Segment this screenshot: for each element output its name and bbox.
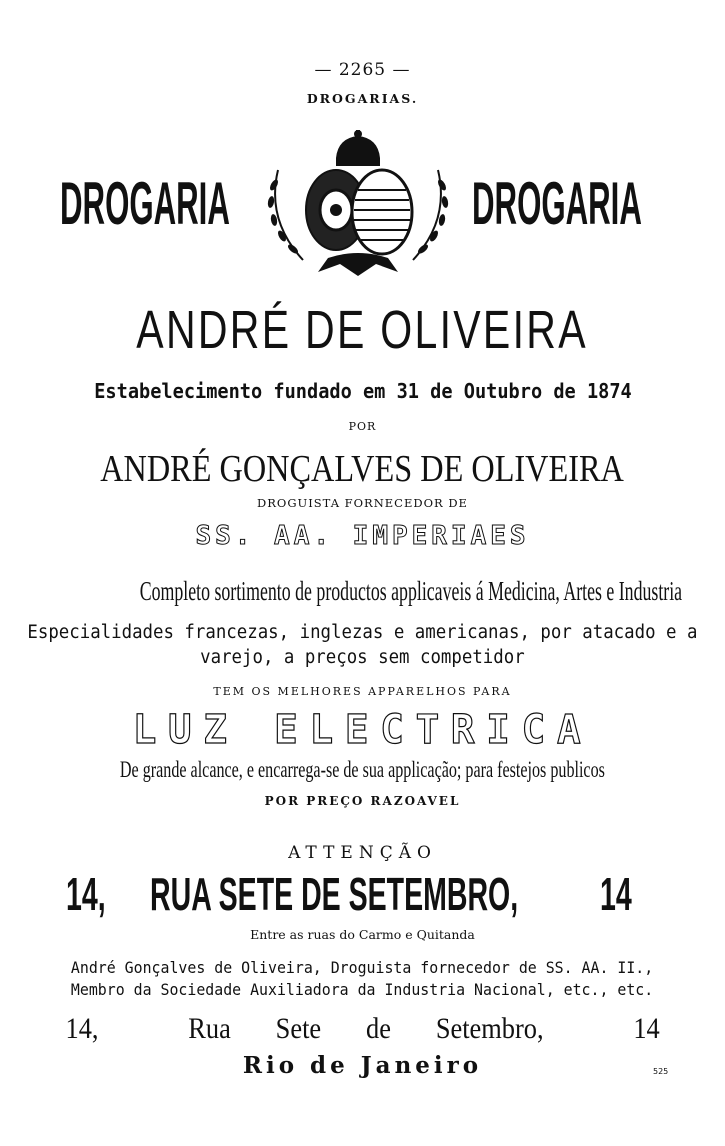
specialties-text: Especialidades francezas, inglezas e americanas, por atacado e a varejo, a preços sem competidor — [27, 622, 698, 668]
business-name: ANDRÉ DE OLIVEIRA — [136, 300, 589, 360]
section-heading: DROGARIAS. — [306, 91, 419, 106]
price-line: POR PREÇO RAZOAVEL — [264, 794, 461, 808]
footer-credentials: André Gonçalves de Oliveira, Droguista fornecedor de SS. AA. II., Membro da Sociedade Auxiliadora da Industria Nacional, etc., etc. — [71, 958, 654, 999]
address-repeat: 14, Rua Sete de Setembro, 14 — [65, 1012, 660, 1045]
por-label: POR — [348, 420, 377, 433]
owner-name: ANDRÉ GONÇALVES DE OLIVEIRA — [100, 448, 625, 490]
drogaria-right-heading: DROGARIA — [472, 170, 642, 237]
assortment-line: Completo sortimento de productos applicaveis á Medicina, Artes e Industria — [139, 576, 683, 606]
apparatus-intro: TEM OS MELHORES APPARELHOS PARA — [213, 685, 512, 698]
page-number: — 2265 — — [314, 60, 411, 80]
city-name: Rio de Janeiro — [242, 1052, 483, 1079]
attention-heading: ATTENÇÃO — [288, 843, 437, 863]
plate-code: 525 — [653, 1067, 669, 1076]
druggist-supplier-line: DROGUISTA FORNECEDOR DE — [257, 496, 468, 510]
electric-light-heading: LUZ ELECTRICA — [132, 707, 593, 753]
address-number-right: 14 — [600, 868, 632, 920]
between-streets: Entre as ruas do Carmo e Quitanda — [250, 927, 475, 942]
electric-description: De grande alcance, e encarrega-se de sua applicação; para festejos publicos — [120, 757, 605, 782]
drogaria-left-heading: DROGARIA — [60, 170, 230, 237]
address-number-left: 14, — [66, 868, 106, 920]
imperial-highnesses-title: SS. AA. IMPERIAES — [195, 521, 530, 551]
address-street: RUA SETE DE SETEMBRO, — [150, 868, 519, 920]
founding-statement: Estabelecimento fundado em 31 de Outubro de 1874 — [93, 379, 632, 403]
imperial-emblem-icon — [258, 130, 458, 280]
